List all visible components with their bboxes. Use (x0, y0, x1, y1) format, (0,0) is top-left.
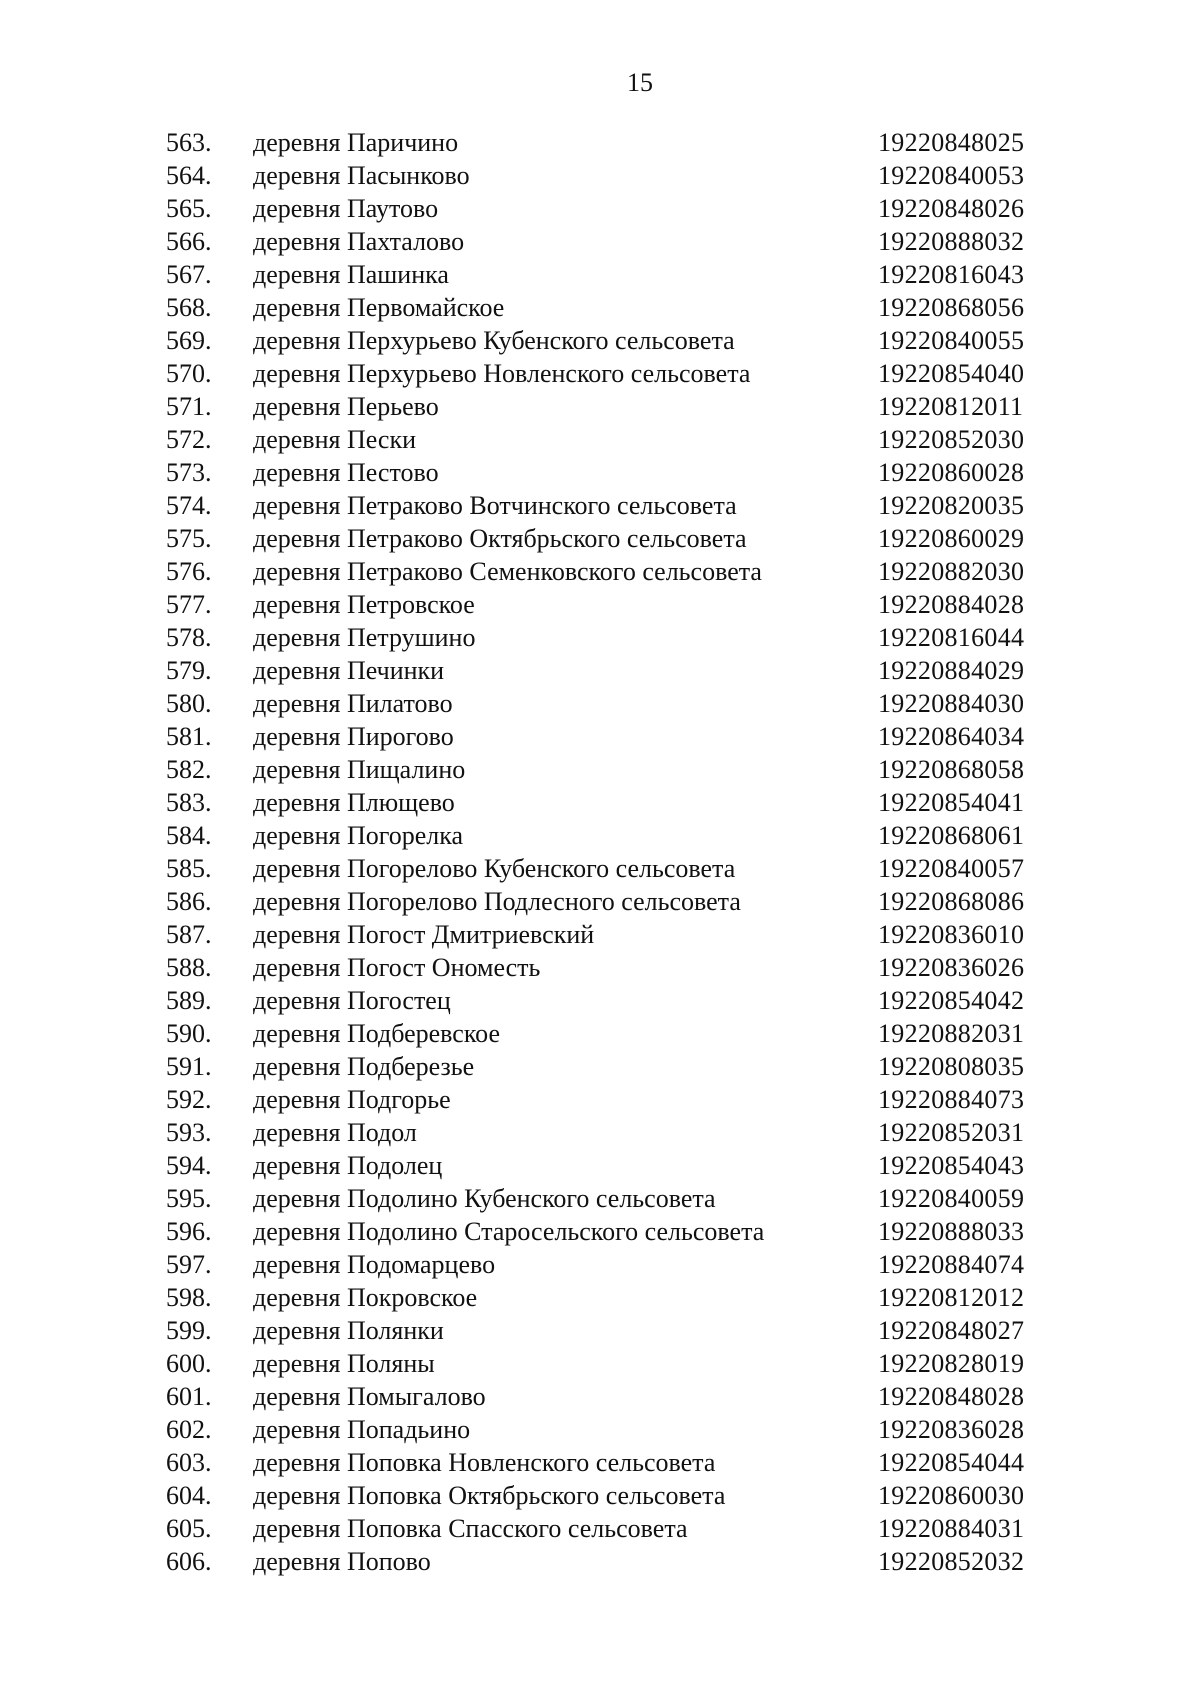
settlement-code: 19220854044 (878, 1448, 1025, 1477)
list-item (0, 786, 1200, 819)
settlement-code: 19220840053 (878, 161, 1025, 190)
entry-number: 584. (166, 821, 212, 850)
list-item (0, 1083, 1200, 1116)
list-item (0, 984, 1200, 1017)
settlement-code: 19220828019 (878, 1349, 1025, 1378)
entry-number: 576. (166, 557, 212, 586)
settlement-code: 19220852032 (878, 1547, 1025, 1576)
entry-number: 590. (166, 1019, 212, 1048)
list-item (0, 1017, 1200, 1050)
settlement-name: деревня Поповка Октябрьского сельсовета (253, 1481, 726, 1510)
entry-number: 604. (166, 1481, 212, 1510)
entry-number: 585. (166, 854, 212, 883)
settlement-name: деревня Пирогово (253, 722, 454, 751)
entry-number: 597. (166, 1250, 212, 1279)
settlement-code: 19220816044 (878, 623, 1025, 652)
list-item (0, 324, 1200, 357)
settlement-name: деревня Поляны (253, 1349, 435, 1378)
settlement-code: 19220854043 (878, 1151, 1025, 1180)
settlement-code: 19220836010 (878, 920, 1025, 949)
entry-number: 587. (166, 920, 212, 949)
settlement-list (0, 126, 1200, 1578)
settlement-code: 19220840055 (878, 326, 1025, 355)
list-item (0, 819, 1200, 852)
entry-number: 571. (166, 392, 212, 421)
settlement-name: деревня Печинки (253, 656, 445, 685)
list-item (0, 1215, 1200, 1248)
settlement-name: деревня Погост Ономесть (253, 953, 541, 982)
settlement-name: деревня Подберезье (253, 1052, 475, 1081)
list-item (0, 1248, 1200, 1281)
settlement-code: 19220868086 (878, 887, 1025, 916)
list-item (0, 1149, 1200, 1182)
settlement-code: 19220888033 (878, 1217, 1025, 1246)
entry-number: 595. (166, 1184, 212, 1213)
settlement-name: деревня Погорелово Подлесного сельсовета (253, 887, 741, 916)
entry-number: 598. (166, 1283, 212, 1312)
list-item (0, 1413, 1200, 1446)
settlement-name: деревня Попадьино (253, 1415, 471, 1444)
settlement-code: 19220864034 (878, 722, 1025, 751)
settlement-name: деревня Петровское (253, 590, 475, 619)
list-item (0, 1050, 1200, 1083)
settlement-name: деревня Поповка Новленского сельсовета (253, 1448, 716, 1477)
list-item (0, 687, 1200, 720)
settlement-code: 19220840059 (878, 1184, 1025, 1213)
entry-number: 599. (166, 1316, 212, 1345)
entry-number: 574. (166, 491, 212, 520)
entry-number: 563. (166, 128, 212, 157)
settlement-name: деревня Первомайское (253, 293, 505, 322)
settlement-code: 19220816043 (878, 260, 1025, 289)
entry-number: 589. (166, 986, 212, 1015)
settlement-name: деревня Петраково Семенковского сельсовета (253, 557, 762, 586)
list-item (0, 291, 1200, 324)
settlement-name: деревня Перхурьево Новленского сельсовета (253, 359, 751, 388)
settlement-name: деревня Пасынково (253, 161, 470, 190)
settlement-code: 19220882031 (878, 1019, 1025, 1048)
list-item (0, 1116, 1200, 1149)
settlement-name: деревня Перхурьево Кубенского сельсовета (253, 326, 735, 355)
settlement-name: деревня Петрушино (253, 623, 476, 652)
entry-number: 593. (166, 1118, 212, 1147)
entry-number: 572. (166, 425, 212, 454)
list-item (0, 654, 1200, 687)
settlement-code: 19220840057 (878, 854, 1025, 883)
entry-number: 564. (166, 161, 212, 190)
entry-number: 580. (166, 689, 212, 718)
entry-number: 591. (166, 1052, 212, 1081)
list-item (0, 423, 1200, 456)
list-item (0, 225, 1200, 258)
entry-number: 578. (166, 623, 212, 652)
settlement-code: 19220854042 (878, 986, 1025, 1015)
list-item (0, 489, 1200, 522)
settlement-name: деревня Пестово (253, 458, 439, 487)
list-item (0, 1446, 1200, 1479)
settlement-code: 19220848027 (878, 1316, 1025, 1345)
list-item (0, 588, 1200, 621)
settlement-code: 19220812012 (878, 1283, 1025, 1312)
list-item (0, 390, 1200, 423)
settlement-name: деревня Помыгалово (253, 1382, 486, 1411)
settlement-name: деревня Поповка Спасского сельсовета (253, 1514, 688, 1543)
list-item (0, 885, 1200, 918)
list-item (0, 951, 1200, 984)
settlement-name: деревня Покровское (253, 1283, 478, 1312)
settlement-name: деревня Пески (253, 425, 417, 454)
entry-number: 605. (166, 1514, 212, 1543)
entry-number: 570. (166, 359, 212, 388)
settlement-name: деревня Подолец (253, 1151, 443, 1180)
settlement-code: 19220836028 (878, 1415, 1025, 1444)
settlement-name: деревня Паричино (253, 128, 459, 157)
list-item (0, 258, 1200, 291)
settlement-code: 19220868058 (878, 755, 1025, 784)
list-item (0, 126, 1200, 159)
entry-number: 596. (166, 1217, 212, 1246)
entry-number: 566. (166, 227, 212, 256)
list-item (0, 753, 1200, 786)
entry-number: 568. (166, 293, 212, 322)
settlement-code: 19220820035 (878, 491, 1025, 520)
list-item (0, 1182, 1200, 1215)
entry-number: 565. (166, 194, 212, 223)
settlement-code: 19220860030 (878, 1481, 1025, 1510)
entry-number: 583. (166, 788, 212, 817)
settlement-name: деревня Плющево (253, 788, 455, 817)
settlement-name: деревня Погост Дмитриевский (253, 920, 595, 949)
settlement-name: деревня Полянки (253, 1316, 444, 1345)
settlement-code: 19220848028 (878, 1382, 1025, 1411)
settlement-name: деревня Погорелово Кубенского сельсовета (253, 854, 736, 883)
list-item (0, 1545, 1200, 1578)
list-item (0, 522, 1200, 555)
list-item (0, 1512, 1200, 1545)
entry-number: 606. (166, 1547, 212, 1576)
settlement-code: 19220808035 (878, 1052, 1025, 1081)
list-item (0, 621, 1200, 654)
list-item (0, 1479, 1200, 1512)
settlement-code: 19220848025 (878, 128, 1025, 157)
entry-number: 602. (166, 1415, 212, 1444)
settlement-name: деревня Подолино Старосельского сельсовета (253, 1217, 765, 1246)
settlement-name: деревня Пилатово (253, 689, 453, 718)
list-item (0, 1380, 1200, 1413)
settlement-name: деревня Петраково Октябрьского сельсовета (253, 524, 747, 553)
settlement-name: деревня Пахталово (253, 227, 465, 256)
settlement-name: деревня Попово (253, 1547, 431, 1576)
entry-number: 594. (166, 1151, 212, 1180)
settlement-name: деревня Пашинка (253, 260, 449, 289)
list-item (0, 1347, 1200, 1380)
entry-number: 603. (166, 1448, 212, 1477)
settlement-name: деревня Подомарцево (253, 1250, 496, 1279)
settlement-code: 19220884074 (878, 1250, 1025, 1279)
settlement-code: 19220836026 (878, 953, 1025, 982)
settlement-code: 19220884029 (878, 656, 1025, 685)
settlement-name: деревня Погостец (253, 986, 451, 1015)
entry-number: 582. (166, 755, 212, 784)
list-item (0, 1281, 1200, 1314)
settlement-code: 19220848026 (878, 194, 1025, 223)
list-item (0, 1314, 1200, 1347)
entry-number: 569. (166, 326, 212, 355)
page-number: 15 (627, 68, 653, 97)
settlement-code: 19220854041 (878, 788, 1025, 817)
settlement-code: 19220860028 (878, 458, 1025, 487)
entry-number: 575. (166, 524, 212, 553)
settlement-code: 19220882030 (878, 557, 1025, 586)
settlement-code: 19220884028 (878, 590, 1025, 619)
list-item (0, 456, 1200, 489)
settlement-code: 19220854040 (878, 359, 1025, 388)
entry-number: 600. (166, 1349, 212, 1378)
entry-number: 588. (166, 953, 212, 982)
entry-number: 586. (166, 887, 212, 916)
entry-number: 577. (166, 590, 212, 619)
list-item (0, 555, 1200, 588)
settlement-code: 19220884031 (878, 1514, 1025, 1543)
settlement-code: 19220884030 (878, 689, 1025, 718)
list-item (0, 357, 1200, 390)
list-item (0, 159, 1200, 192)
entry-number: 601. (166, 1382, 212, 1411)
settlement-name: деревня Пищалино (253, 755, 466, 784)
settlement-code: 19220852031 (878, 1118, 1025, 1147)
settlement-name: деревня Перьево (253, 392, 439, 421)
settlement-code: 19220884073 (878, 1085, 1025, 1114)
entry-number: 567. (166, 260, 212, 289)
settlement-code: 19220812011 (878, 392, 1024, 421)
settlement-name: деревня Подгорье (253, 1085, 451, 1114)
entry-number: 579. (166, 656, 212, 685)
entry-number: 573. (166, 458, 212, 487)
settlement-code: 19220868056 (878, 293, 1025, 322)
settlement-name: деревня Подберевское (253, 1019, 501, 1048)
settlement-name: деревня Паутово (253, 194, 439, 223)
settlement-code: 19220888032 (878, 227, 1025, 256)
list-item (0, 720, 1200, 753)
entry-number: 581. (166, 722, 212, 751)
settlement-code: 19220860029 (878, 524, 1025, 553)
settlement-code: 19220852030 (878, 425, 1025, 454)
list-item (0, 852, 1200, 885)
settlement-name: деревня Подолино Кубенского сельсовета (253, 1184, 716, 1213)
list-item (0, 192, 1200, 225)
settlement-code: 19220868061 (878, 821, 1025, 850)
list-item (0, 918, 1200, 951)
settlement-name: деревня Подол (253, 1118, 417, 1147)
settlement-name: деревня Петраково Вотчинского сельсовета (253, 491, 737, 520)
entry-number: 592. (166, 1085, 212, 1114)
settlement-name: деревня Погорелка (253, 821, 464, 850)
